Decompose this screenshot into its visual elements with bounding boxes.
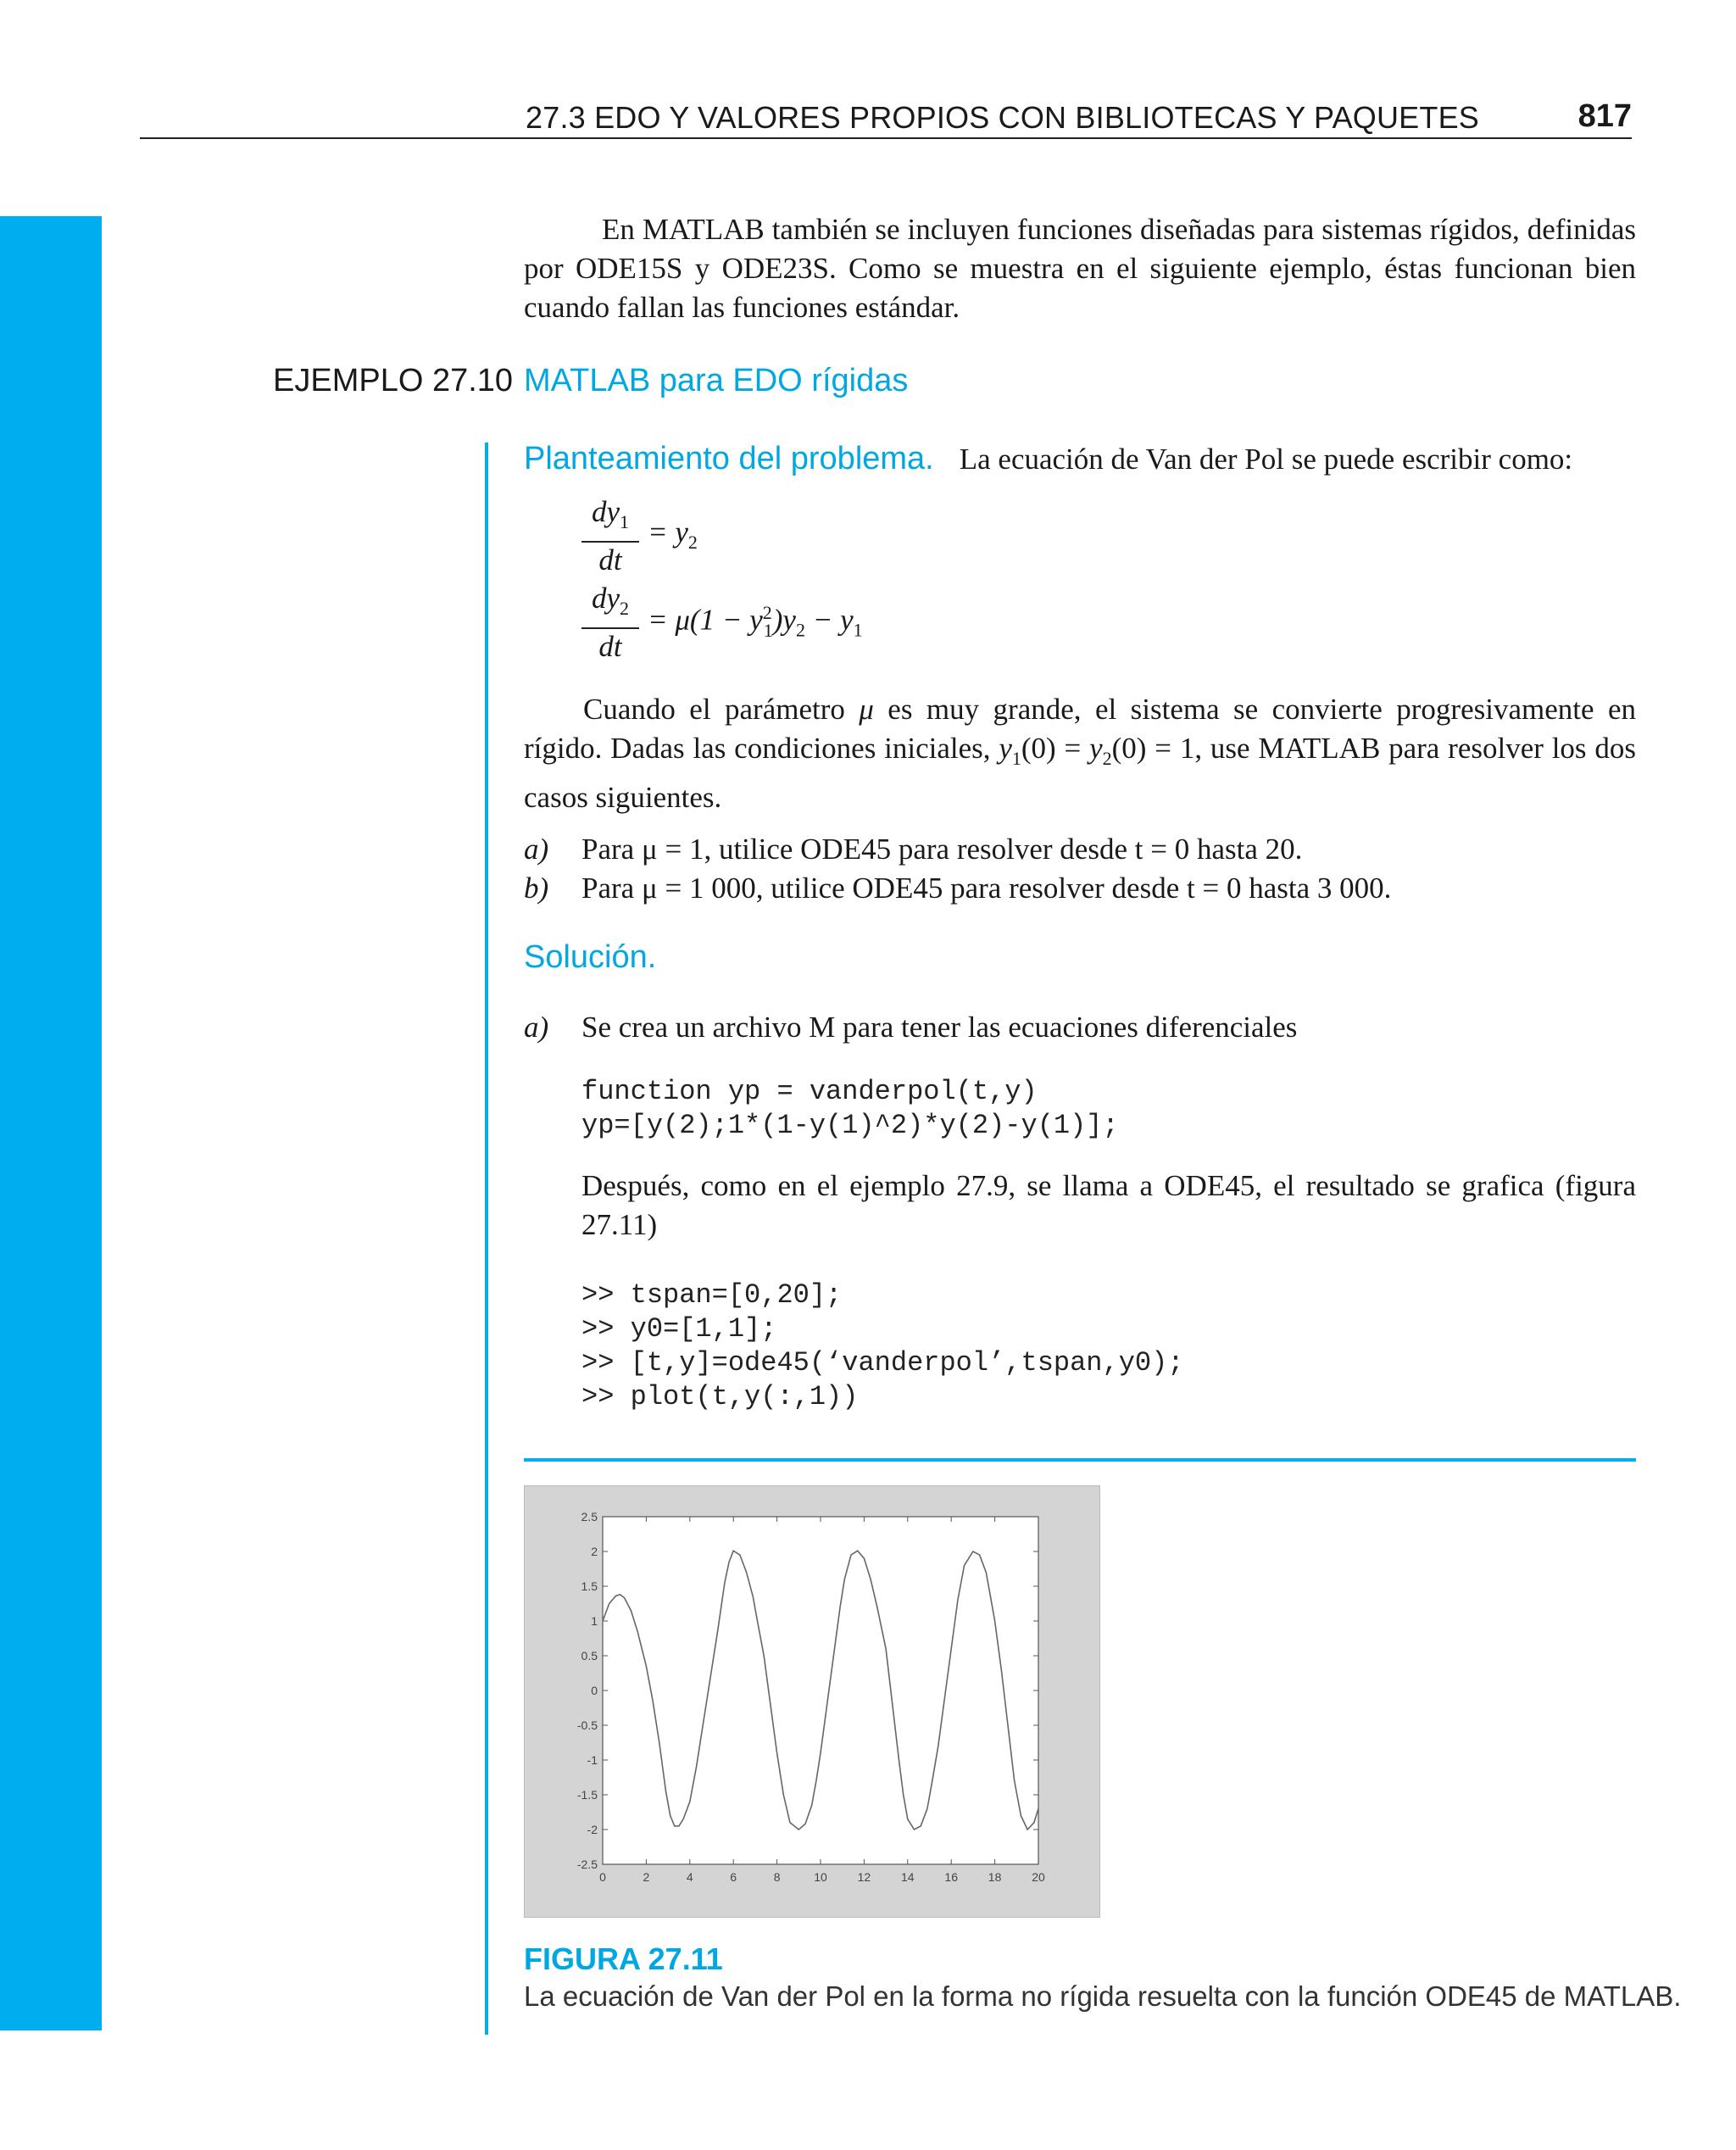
page-number: 817 xyxy=(1577,98,1632,134)
case-b: b) Para μ = 1 000, utilice ODE45 para resolver desde t = 0 hasta 3 000. xyxy=(524,872,1392,905)
y-tick-label: -2.5 xyxy=(576,1858,598,1871)
x-tick-label: 2 xyxy=(643,1870,650,1884)
y-tick-label: 2.5 xyxy=(581,1510,598,1523)
x-tick-label: 16 xyxy=(944,1870,958,1884)
x-tick-label: 20 xyxy=(1032,1870,1045,1884)
y-tick-label: -1.5 xyxy=(576,1788,598,1802)
y-tick-label: -2 xyxy=(587,1823,598,1836)
line-chart xyxy=(525,1486,1099,1917)
y-tick-label: 2 xyxy=(591,1545,598,1558)
x-tick-label: 0 xyxy=(599,1870,606,1884)
problem-text: La ecuación de Van der Pol se puede escribir como: xyxy=(959,443,1573,476)
intro-paragraph: En MATLAB también se incluyen funciones diseñadas para sistemas rígidos, definidas por ODE15S y ODE23S. Como se muestra en el siguiente ejemplo, éstas funcionan bien cuando fallan las funciones estándar. xyxy=(524,213,1636,324)
section-title: 27.3 EDO Y VALORES PROPIOS CON BIBLIOTECAS Y PAQUETES xyxy=(526,100,1480,135)
equation-2: $\frac{dy_2}{dt}$ = $\mu(1 - y^2_1)y_2 - y_1$ xyxy=(581,582,1175,663)
figure-label: FIGURA 27.11 xyxy=(524,1941,723,1976)
solution-heading: Solución. xyxy=(524,939,657,975)
equation-1-fraction: $\frac{dy_1}{dt}$ xyxy=(581,495,639,578)
x-tick-label: 10 xyxy=(814,1870,827,1884)
figure-caption: La ecuación de Van der Pol en la forma no rígida resuelta con la función ODE45 de MATLAB. xyxy=(524,1980,1682,2012)
equation-1: $\frac{dy_1}{dt}$ = $y_2$ xyxy=(581,495,1090,576)
code-line: >> tspan=[0,20]; xyxy=(581,1279,843,1311)
y-tick-label: -1 xyxy=(587,1753,598,1767)
problem-heading: Planteamiento del problema. xyxy=(524,441,934,476)
y-tick-label: 0.5 xyxy=(581,1649,598,1663)
y-tick-label: -0.5 xyxy=(576,1718,598,1732)
side-color-bar xyxy=(0,216,102,2030)
code-block-commands xyxy=(581,1278,1184,1414)
y-tick-label: 1.5 xyxy=(581,1579,598,1593)
code-block-function xyxy=(581,1075,1119,1143)
x-tick-label: 6 xyxy=(730,1870,737,1884)
example-side-rule xyxy=(485,443,488,2035)
y-tick-label: 1 xyxy=(591,1614,598,1628)
figure-top-rule xyxy=(524,1458,1636,1462)
code-line: yp=[y(2);1*(1-y(1)^2)*y(2)-y(1)]; xyxy=(581,1110,1119,1141)
equation-2-fraction: $\frac{dy_2}{dt}$ xyxy=(581,582,639,665)
after-code-paragraph: Después, como en el ejemplo 27.9, se llama a ODE45, el resultado se grafica (figura 27.11) xyxy=(581,1169,1636,1241)
page-header xyxy=(140,95,1632,139)
plot-area xyxy=(603,1517,1038,1864)
example-label: EJEMPLO 27.10 xyxy=(273,363,514,398)
problem-statement xyxy=(524,441,1572,477)
x-tick-label: 4 xyxy=(686,1870,693,1884)
code-line: >> plot(t,y(:,1)) xyxy=(581,1381,859,1412)
code-line: >> y0=[1,1]; xyxy=(581,1313,777,1345)
x-tick-label: 12 xyxy=(857,1870,871,1884)
x-tick-label: 18 xyxy=(988,1870,1002,1884)
x-tick-label: 8 xyxy=(773,1870,781,1884)
case-a: a) Para μ = 1, utilice ODE45 para resolver desde t = 0 hasta 20. xyxy=(524,833,1303,866)
code-line: >> [t,y]=ode45(‘vanderpol’,tspan,y0); xyxy=(581,1347,1184,1379)
cuando-paragraph: Cuando el parámetro μ es muy grande, el sistema se convierte progresivamente en rígido. Dadas las condiciones iniciales, $y_1(0) = y_2(0) = 1$, use MATLAB para resolver los dos casos siguientes. xyxy=(524,693,1636,814)
example-title: MATLAB para EDO rígidas xyxy=(524,363,909,398)
y-tick-label: 0 xyxy=(591,1684,598,1697)
matlab-figure xyxy=(524,1485,1100,1918)
code-line: function yp = vanderpol(t,y) xyxy=(581,1076,1038,1107)
solution-step-a: a) Se crea un archivo M para tener las ecuaciones diferenciales xyxy=(524,1011,1298,1044)
x-tick-label: 14 xyxy=(901,1870,915,1884)
